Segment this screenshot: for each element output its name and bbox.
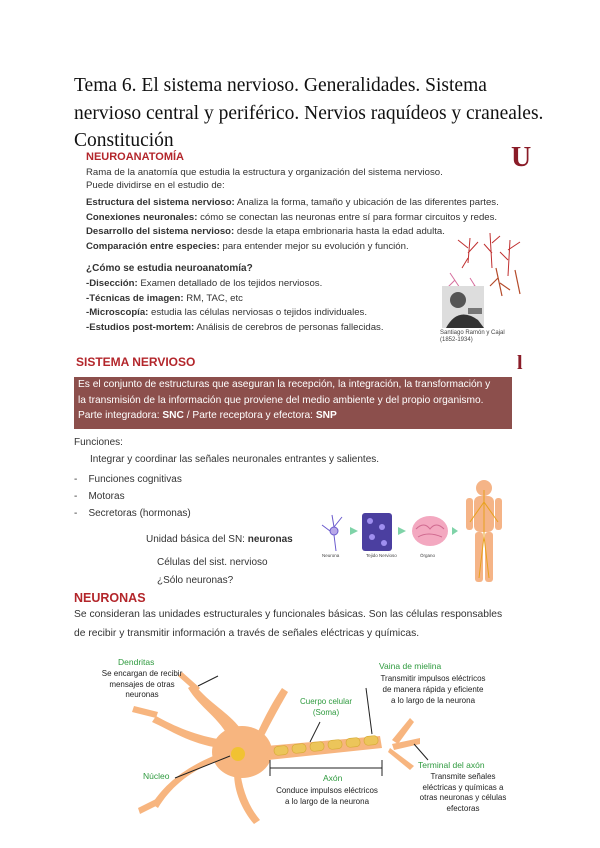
intro-line-2: Puede dividirse en el estudio de:: [86, 180, 225, 191]
university-logo-2: l: [517, 352, 523, 374]
study-item: Desarrollo del sistema nervioso: desde la etapa embrionaria hasta la edad adulta.: [86, 226, 445, 237]
unidad-basica: Unidad básica del SN: neuronas: [146, 534, 293, 545]
celulas-label: Células del sist. nervioso: [157, 557, 268, 568]
label-tejido: Tejido Nervioso: [366, 553, 397, 558]
solo-neuronas-question: ¿Sólo neuronas?: [157, 575, 234, 586]
caption-years: (1852-1934): [440, 337, 473, 343]
study-method: -Estudios post-mortem: Análisis de cerebros de personas fallecidas.: [86, 321, 384, 333]
label-organo: Órgano: [420, 553, 436, 558]
neuronas-text-1: Se consideran las unidades estructurales y funcionales básicas. Son las células responsables: [74, 609, 503, 620]
study-method: -Microscopía: estudia las células nerviosas o tejidos individuales.: [86, 307, 368, 318]
label-terminal: Terminal del axón: [418, 760, 485, 770]
label-nucleo: Núcleo: [143, 771, 170, 781]
portrait-caption: [440, 330, 505, 344]
study-item: Conexiones neuronales: cómo se conectan las neuronas entre sí para formar circuitos y redes.: [86, 211, 498, 223]
study-item: Estructura del sistema nervioso: Analiza la forma, tamaño y ubicación de las diferentes partes.: [86, 197, 499, 208]
study-method: -Técnicas de imagen: RM, TAC, etc: [86, 292, 243, 304]
label-vaina: Vaina de mielina: [379, 661, 442, 671]
funcion-item: - Secretoras (hormonas): [74, 508, 191, 519]
page-title: Tema 6. El sistema nervioso. Generalidades. Sistema nervioso central y periférico. Nervios raquídeos y craneales. Constitución: [74, 75, 544, 151]
sistema-nervioso-heading: SISTEMA NERVIOSO: [76, 355, 196, 369]
human-body-image: [458, 478, 510, 584]
study-item: Comparación entre especies: para entender mejor su evolución y función.: [86, 240, 409, 252]
funcion-item: - Motoras: [74, 491, 125, 502]
cajal-portrait-image: [438, 282, 488, 332]
terminal-desc: Transmite señales eléctricas y químicas a otras neuronas y células efectoras: [419, 772, 507, 813]
definition-line-3: Parte integradora: SNC / Parte receptora y efectora: SNP: [78, 410, 337, 421]
dendritas-desc: Se encargan de recibir mensajes de otras neuronas: [101, 669, 183, 699]
neuronas-text-2: de recibir y transmitir información a través de señales eléctricas y químicas.: [74, 628, 420, 639]
university-logo: U: [511, 142, 532, 173]
caption-name: Santiago Ramón y Cajal: [440, 330, 505, 336]
definition-box: [74, 377, 512, 429]
funcion-item: - Funciones cognitivas: [74, 474, 182, 485]
vaina-desc: Transmitir impulsos eléctricos de manera rápida y eficiente a lo largo de la neurona: [380, 674, 486, 705]
label-cuerpo: Cuerpo celular (Soma): [299, 697, 353, 717]
definition-line-1: Es el conjunto de estructuras que aseguran la recepción, la integración, la transformación y: [78, 379, 491, 390]
neuronas-heading: NEURONAS: [74, 591, 146, 605]
study-question: ¿Cómo se estudia neuroanatomía?: [86, 263, 253, 274]
hierarchy-image: [318, 505, 458, 560]
axon-desc: Conduce impulsos eléctricos a lo largo de la neurona: [276, 786, 378, 806]
funciones-label: Funciones:: [74, 437, 123, 448]
label-neurona: Neurona: [322, 553, 340, 558]
study-methods: [86, 277, 446, 335]
intro-line-1: Rama de la anatomía que estudia la estructura y organización del sistema nervioso.: [86, 167, 443, 178]
definition-line-2: la transmisión de la información que proviene del medio ambiente y del propio organismo.: [78, 394, 484, 406]
neuroanatomia-heading: NEUROANATOMÍA: [86, 151, 184, 163]
label-axon: Axón: [323, 773, 343, 783]
funciones-list: [74, 471, 191, 522]
study-method: -Disección: Examen detallado de los tejidos nerviosos.: [86, 278, 323, 289]
funciones-integrar: Integrar y coordinar las señales neuronales entrantes y salientes.: [90, 454, 380, 465]
label-dendritas: Dendritas: [118, 657, 155, 667]
